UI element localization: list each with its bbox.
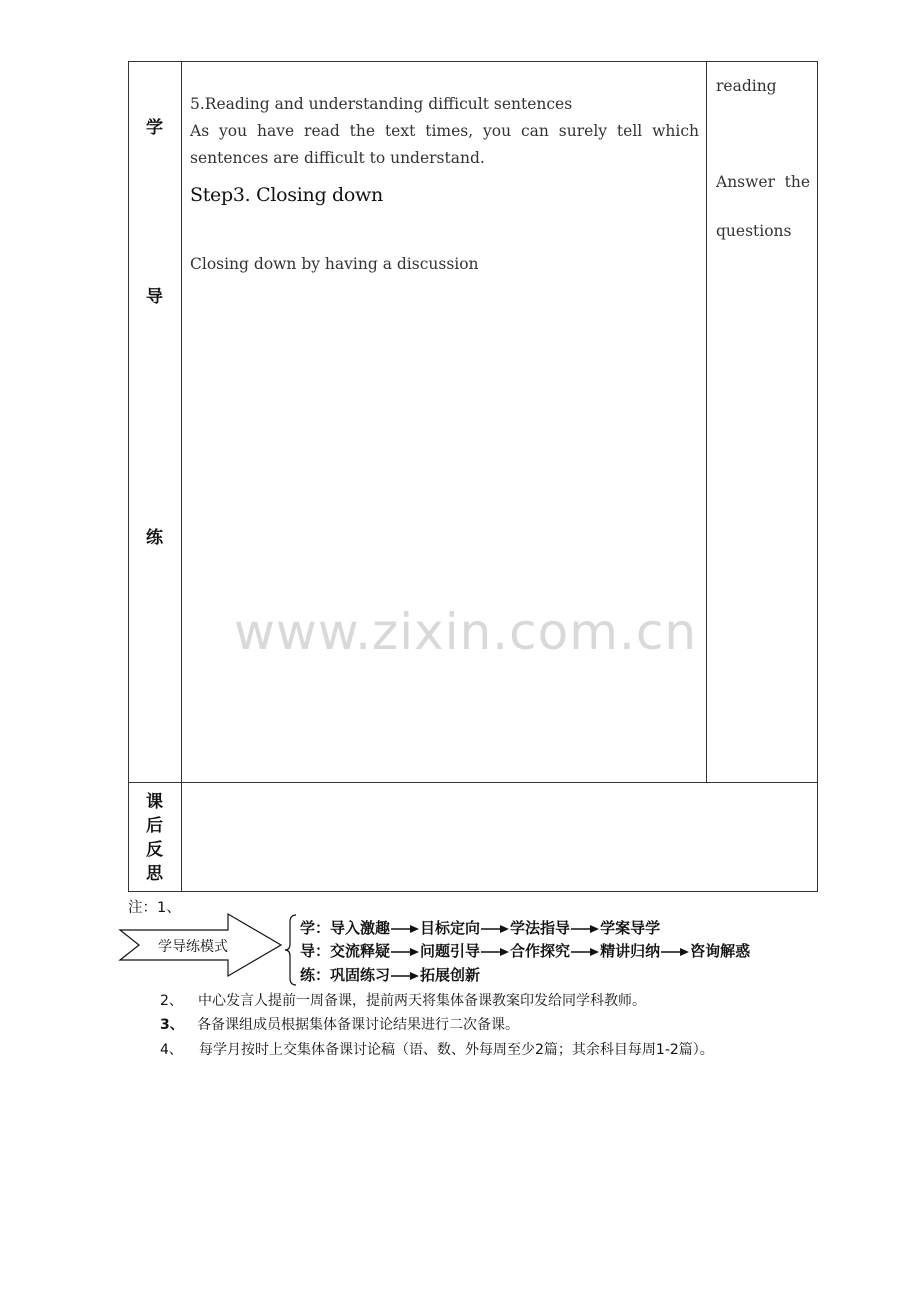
flow-item: 巩固练习: [330, 966, 391, 984]
flow-item: 精讲归纳: [600, 942, 661, 960]
right-questions: questions: [716, 222, 792, 240]
list-item: [160, 990, 646, 1010]
flow-head: 学：: [300, 919, 331, 937]
flow-item: 导入激趣: [330, 919, 391, 937]
flow-item: 学法指导: [510, 919, 571, 937]
flow-item: 拓展创新: [420, 966, 481, 984]
side-label-dao: 导: [146, 287, 163, 307]
flow-item: 咨询解惑: [690, 942, 751, 960]
step3-heading: Step3. Closing down: [190, 184, 383, 206]
reflection-char: 思: [146, 864, 163, 884]
table-divider-label: [181, 61, 182, 892]
reading-paragraph: As you have read the text times, you can surely tell which sentences are difficult to understand.: [190, 122, 699, 167]
side-label-xue: 学: [146, 118, 163, 138]
flow-row-xue: [300, 917, 660, 938]
arrow-icon: [391, 971, 419, 981]
arrow-icon: [571, 924, 599, 934]
main-content: [190, 91, 699, 172]
flow-item: 合作探究: [510, 942, 571, 960]
flow-head: 练：: [300, 966, 331, 984]
arrow-icon: [661, 947, 689, 957]
note-label: 注：1、: [128, 900, 181, 916]
table-border-left: [128, 61, 129, 892]
flow-row-lian: [300, 964, 480, 985]
reflection-char: 课: [146, 792, 163, 812]
table-border-top: [128, 61, 818, 62]
list-text: 中心发言人提前一周备课，提前两天将集体备课教案印发给同学科教师。: [198, 993, 646, 1009]
arrow-icon: [391, 924, 419, 934]
list-text: 各备课组成员根据集体备课讨论结果进行二次备课。: [197, 1017, 519, 1033]
arrow-icon: [481, 924, 509, 934]
table-row-divider: [128, 782, 818, 783]
brace-icon: [284, 914, 298, 986]
reflection-char: 后: [146, 816, 163, 836]
arrow-icon: [571, 947, 599, 957]
arrow-icon: [481, 947, 509, 957]
flow-head: 导：: [300, 942, 331, 960]
flow-item: 交流释疑: [330, 942, 391, 960]
list-number: 4、: [160, 1042, 183, 1058]
table-border-bottom: [128, 891, 818, 892]
list-text: 每学月按时上交集体备课讨论稿（语、数、外每周至少2篇；其余科目每周1-2篇）。: [199, 1042, 714, 1058]
flow-row-dao: [300, 940, 750, 961]
list-item: [160, 1014, 519, 1034]
flow-item: 目标定向: [420, 919, 481, 937]
right-reading: reading: [716, 77, 777, 95]
table-border-right: [817, 61, 818, 892]
list-number: 2、: [160, 993, 183, 1009]
list-number: 3、: [160, 1017, 184, 1033]
flow-item: 问题引导: [420, 942, 481, 960]
arrow-icon: [391, 947, 419, 957]
watermark: www.zixin.com.cn: [234, 603, 698, 661]
mode-label: 学导练模式: [158, 939, 228, 955]
reflection-char: 反: [146, 840, 163, 860]
closing-text: Closing down by having a discussion: [190, 255, 479, 273]
flow-item: 学案导学: [600, 919, 661, 937]
right-answer: Answer the: [716, 173, 810, 191]
side-label-lian: 练: [146, 528, 163, 548]
reading-heading: 5.Reading and understanding difficult sentences: [190, 95, 573, 113]
list-item: [160, 1039, 714, 1059]
table-divider-right: [706, 61, 707, 783]
